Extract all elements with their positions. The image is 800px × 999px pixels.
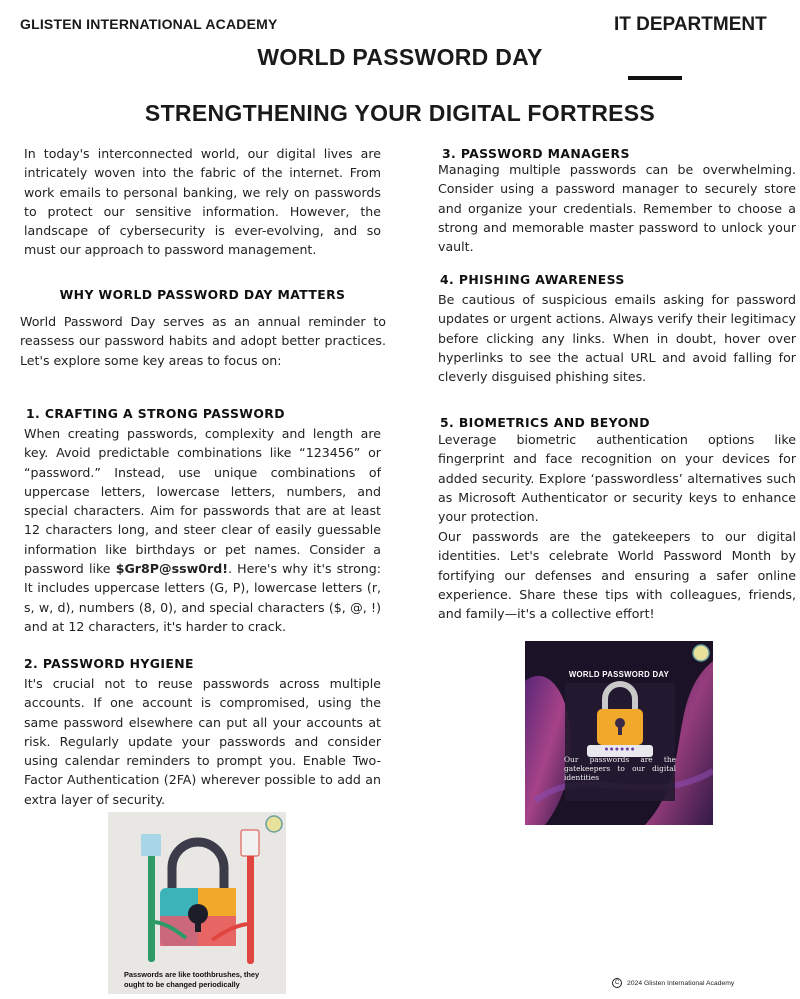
toothbrush-icon: [148, 850, 155, 962]
page-title: WORLD PASSWORD DAY: [257, 44, 543, 70]
closing-paragraph: Our passwords are the gatekeepers to our digital identities. Let's celebrate World Password Month by fortifying our defenses and ensuring a safer online experience. Share these tips with colleagues, friends, and family—it's a collective effort!: [438, 529, 796, 622]
page-subtitle: STRENGTHENING YOUR DIGITAL FORTRESS: [144, 100, 656, 126]
section3-paragraph: Managing multiple passwords can be overwhelming. Consider using a password manager to securely store and organize your credentials. Remember to choose a strong and memorable master password to unlock your vault.: [438, 162, 796, 255]
school-name: GLISTEN INTERNATIONAL ACADEMY: [20, 16, 278, 32]
world-password-day-poster: [525, 641, 713, 825]
lock-icon: [108, 812, 286, 994]
password-dots: ●●●●●●: [604, 746, 636, 753]
section4-paragraph: Be cautious of suspicious emails asking for password updates or urgent actions. Always verify their legitimacy before clicking any links. When in doubt, hover over hyperlinks to see the actual URL and avoid falling for cleverly disguised phishing sites.: [438, 292, 796, 385]
section4-heading: 4. PHISHING AWARENESS: [440, 272, 625, 287]
section2-paragraph: It's crucial not to reuse passwords across multiple accounts. If one account is compromised, using the same password elsewhere can put all your accounts at risk. Regularly update your passwords and consider using calendar reminders to prompt you. Enable Two-Factor Authentication (2FA) wherever possible to add an extra layer of security.: [24, 676, 381, 807]
section1-example-password: $Gr8P@ssw0rd!: [115, 561, 228, 577]
copyright-icon: C: [612, 978, 622, 988]
footer-copyright: [612, 978, 734, 988]
poster-title: WORLD PASSWORD DAY: [568, 670, 670, 679]
toothbrush-icon: [247, 852, 254, 964]
poster-caption: Our passwords are the gatekeepers to our digital identities: [564, 755, 676, 782]
toothbrush-lock-illustration: [108, 812, 286, 994]
section1-paragraph: [24, 424, 381, 636]
section1-text-a: When creating passwords, complexity and length are key. Avoid predictable combinations like “123456” or “password.” Instead, use unique combinations of uppercase letters, lowercase letters, numbers, and special characters. Aim for passwords that are at least 12 characters long, and steer clear of easily guessable information like birthdays or pet names. Consider a password like: [24, 426, 381, 577]
why-paragraph: World Password Day serves as an annual reminder to reassess our password habits and adopt better practices. Let's explore some key areas to focus on:: [20, 314, 386, 368]
section5-heading: 5. BIOMETRICS AND BEYOND: [440, 415, 650, 430]
department-underline: [628, 76, 682, 80]
section5-paragraph: Leverage biometric authentication options like fingerprint and face recognition on your devices for added security. Explore ‘passwordless’ alternatives such as Microsoft Authenticator or security keys to enhance your protection.: [438, 432, 796, 525]
emblem-icon: [693, 645, 709, 661]
padlock-icon: [525, 641, 713, 825]
department-name: IT DEPARTMENT: [614, 14, 767, 35]
section3-heading: 3. PASSWORD MANAGERS: [442, 146, 630, 161]
section1-heading: 1. CRAFTING A STRONG PASSWORD: [26, 406, 285, 421]
section2-heading: 2. PASSWORD HYGIENE: [24, 656, 194, 671]
section1-text-b: . Here's why it's strong: It includes uppercase letters (G, P), lowercase letters (r, s, w, d), numbers (8, 0), and special characters ($, @, !) and at 12 characters, it's harder to crack.: [24, 561, 381, 634]
why-heading: WHY WORLD PASSWORD DAY MATTERS: [59, 287, 346, 302]
image1-caption: Passwords are like toothbrushes, they ought to be changed periodically: [124, 970, 260, 989]
emblem-icon: [266, 816, 282, 832]
footer-text: 2024 Glisten International Academy: [627, 979, 735, 987]
intro-paragraph: In today's interconnected world, our digital lives are intricately woven into the fabric of the internet. From work emails to personal banking, we rely on passwords to protect our sensitive information. However, the landscape of cybersecurity is ever-evolving, and so must our approach to password management.: [24, 146, 381, 258]
